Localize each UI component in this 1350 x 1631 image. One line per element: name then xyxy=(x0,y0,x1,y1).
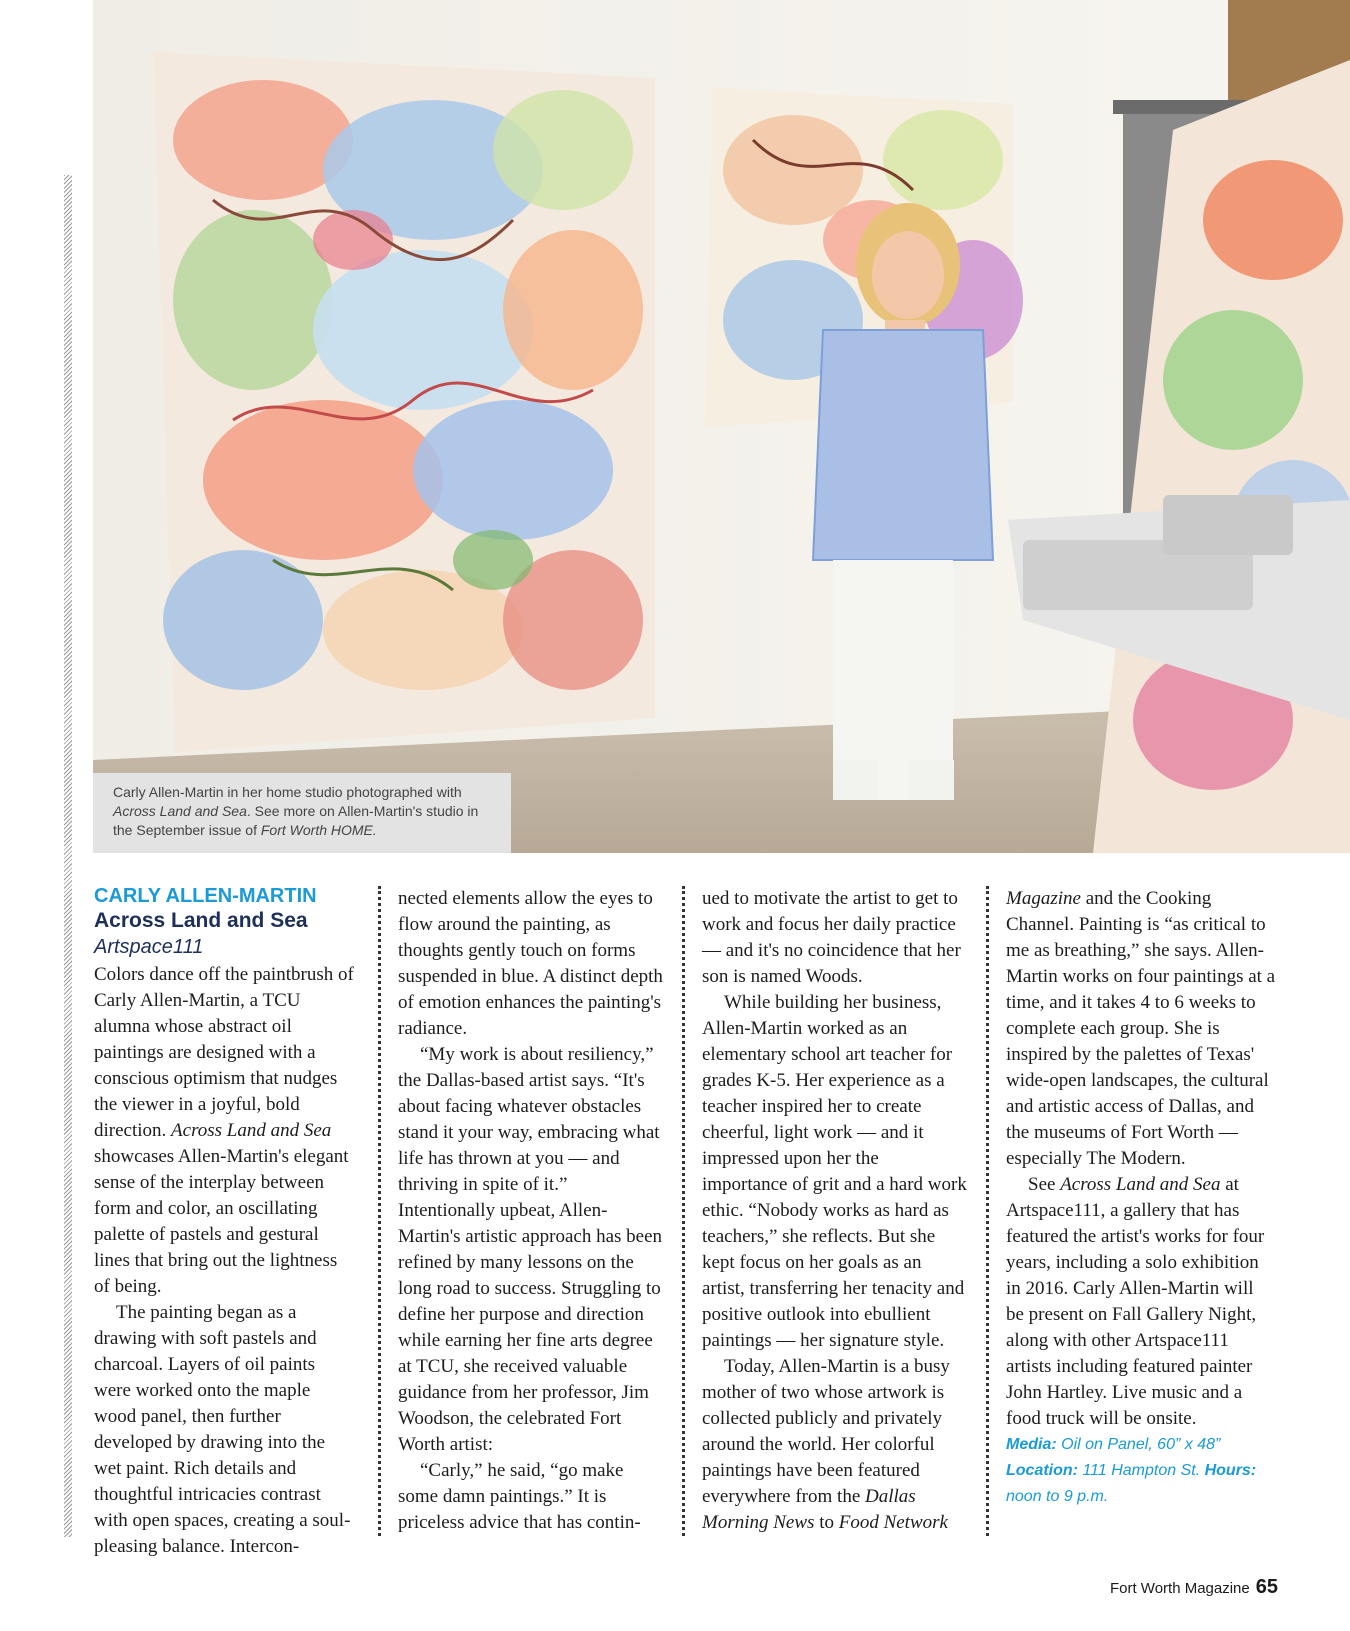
location-value: 111 Hampton St. xyxy=(1078,1462,1201,1479)
artwork-title-inline: Across Land and Sea xyxy=(171,1120,332,1141)
column-divider xyxy=(378,886,381,1536)
publication-title-inline: Dallas Morning News xyxy=(702,1486,916,1533)
photo-caption xyxy=(93,773,511,853)
paragraph: “Carly,” he said, “go make some damn paintings.” It is priceless advice that has contin- xyxy=(398,1460,641,1533)
media-value: Oil on Panel, 60” x 48” xyxy=(1056,1436,1221,1453)
paragraph-text: to xyxy=(814,1512,839,1533)
location-label: Location: xyxy=(1006,1462,1078,1479)
studio-photo xyxy=(93,0,1350,853)
hours-value: noon to 9 p.m. xyxy=(1006,1488,1109,1505)
article-column-4 xyxy=(1006,886,1276,1510)
paragraph xyxy=(94,962,356,1300)
column-divider xyxy=(986,886,989,1536)
artist-name-kicker: CARLY ALLEN-MARTIN xyxy=(94,885,317,907)
artwork-title: Across Land and Sea xyxy=(94,909,308,932)
media-label: Media: xyxy=(1006,1436,1057,1453)
hours-label: Hours: xyxy=(1204,1462,1257,1479)
page-number: 65 xyxy=(1255,1576,1278,1598)
paragraph xyxy=(1006,886,1276,1172)
article-column-2 xyxy=(398,886,664,1536)
margin-hatch-rule xyxy=(64,175,72,1537)
venue-name: Artspace111 xyxy=(94,936,204,958)
publication-title-inline: Magazine xyxy=(1006,888,1081,909)
caption-line1: Carly Allen-Martin in her home studio photographed with xyxy=(113,784,462,800)
paragraph xyxy=(1006,1172,1276,1432)
page-footer xyxy=(1110,1576,1278,1599)
artwork-details xyxy=(1006,1432,1276,1510)
paragraph xyxy=(702,1354,968,1536)
caption-line2: . See more on Allen-Martin's studio in xyxy=(246,803,479,819)
paragraph-text: showcases Allen-Martin's elegant sense of the interplay between form and color, an oscillating palette of pastels and gestural lines that bring out the lightness of being. xyxy=(94,1146,349,1297)
paragraph: nected elements allow the eyes to flow around the painting, as thoughts gently touch on forms suspended in blue. A distinct depth of emotion enhances the painting's radiance. xyxy=(398,888,663,1039)
caption-magazine-title: Fort Worth HOME. xyxy=(260,822,377,838)
paragraph-text: See xyxy=(1028,1174,1061,1195)
article-column-1 xyxy=(94,886,356,1560)
paragraph-text: Today, Allen-Martin is a busy mother of two whose artwork is collected publicly and privately around the world. Her colorful paintings have been featured everywhere from the xyxy=(702,1356,950,1507)
caption-line3: the September issue of xyxy=(113,822,261,838)
painting-large xyxy=(153,52,655,752)
paragraph: “My work is about resiliency,” the Dallas-based artist says. “It's about facing whatever obstacles stand it your way, embracing what life has thrown at you — and thriving in spite of it.” Intentionally upbeat, Allen-Martin's artistic approach has been refined by many lessons on the long road to success. Struggling to define her purpose and direction while earning her fine arts degree at TCU, she received valuable guidance from her professor, Jim Woodson, the celebrated Fort Worth artist: xyxy=(398,1044,663,1455)
paragraph-text: at Artspace111, a gallery that has featured the artist's works for four years, including a solo exhibition in 2016. Carly Allen-Martin will be present on Fall Gallery Night, along with other Artspace111 artists including featured painter John Hartley. Live music and a food truck will be onsite. xyxy=(1006,1174,1265,1429)
publication-title-inline: Food Network xyxy=(838,1512,948,1533)
paragraph: While building her business, Allen-Martin worked as an elementary school art teacher for grades K-5. Her experience as a teacher inspired her to create cheerful, light work — and it impressed upon her the importance of grit and a hard work ethic. “Nobody works as hard as teachers,” she reflects. But she kept focus on her goals as an artist, transferring her tenacity and positive outlook into ebullient paintings — her signature style. xyxy=(702,992,967,1351)
studio-photo-illustration xyxy=(93,0,1350,853)
paragraph-text: Colors dance off the paintbrush of Carly Allen-Martin, a TCU alumna whose abstract oil paintings are designed with a conscious optimism that nudges the viewer in a joyful, bold direction. xyxy=(94,964,354,1141)
caption-painting-title: Across Land and Sea xyxy=(113,803,247,819)
article-column-3 xyxy=(702,886,968,1536)
artwork-title-inline: Across Land and Sea xyxy=(1060,1174,1221,1195)
paragraph: ued to motivate the artist to get to work and focus her daily practice — and it's no coincidence that her son is named Woods. xyxy=(702,888,961,987)
paragraph: The painting began as a drawing with soft pastels and charcoal. Layers of oil paints were worked onto the maple wood panel, then further developed by drawing into the wet paint. Rich details and thoughtful intricacies contrast with open spaces, creating a soul-pleasing balance. Intercon- xyxy=(94,1302,351,1557)
paragraph-text: and the Cooking Channel. Painting is “as critical to me as breathing,” she says. Allen-Martin works on four paintings at a time, and it takes 4 to 6 weeks to complete each group. She is inspired by the palettes of Texas' wide-open landscapes, the cultural and artistic access of Dallas, and the museums of Fort Worth — especially The Modern. xyxy=(1006,888,1276,1169)
column-divider xyxy=(682,886,685,1536)
publication-name: Fort Worth Magazine xyxy=(1109,1580,1250,1597)
